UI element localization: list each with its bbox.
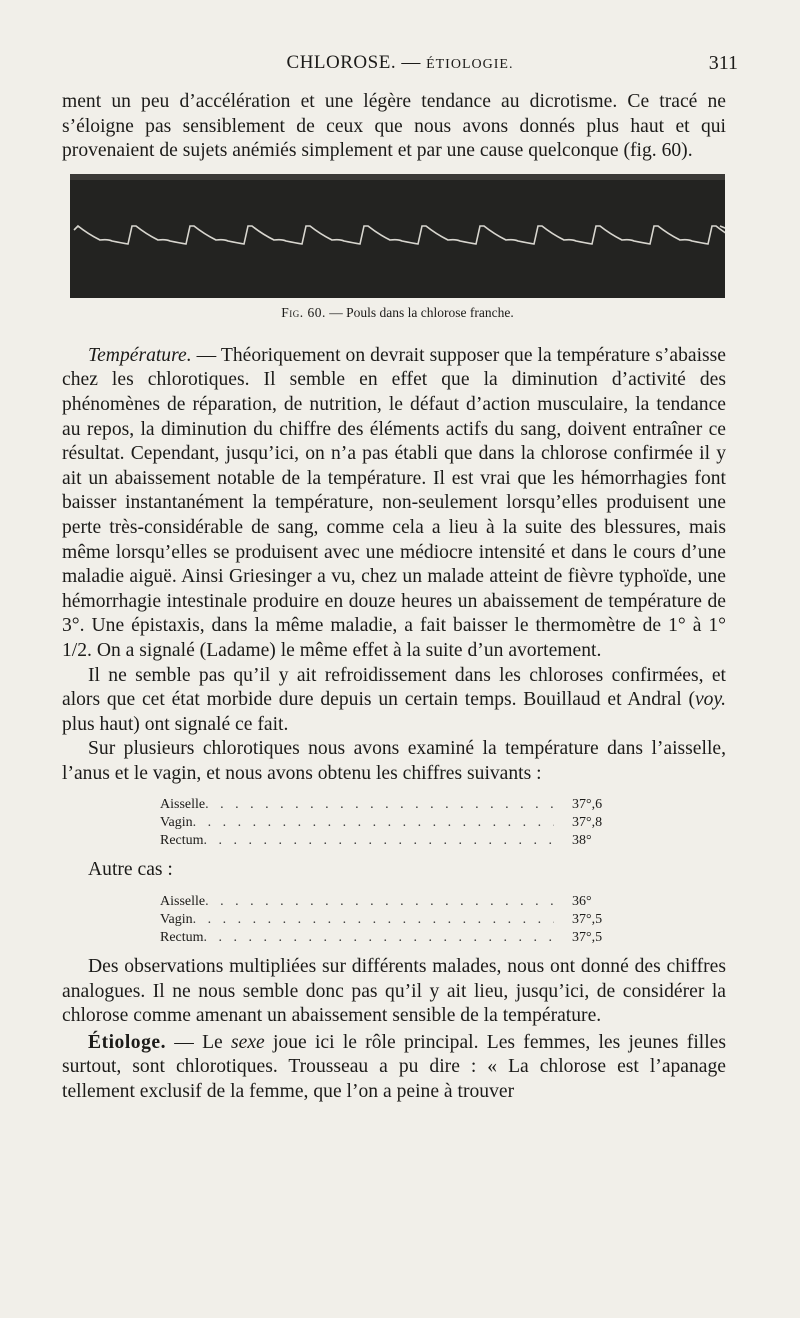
observations-paragraph: Des observations multipliées sur différents malades, nous ont donné des chiffres analogues. Il ne nous semble donc pas qu’il y ait lieu, jusqu’ici, de considérer la chlorose comme amenant un abaissement sensible de la température.	[62, 956, 726, 1027]
row-label: Aisselle	[160, 894, 206, 910]
temperature-table-1	[62, 796, 726, 850]
refroid-before: Il ne semble pas qu’il y ait refroidissement dans les chloroses confirmées, et alors que cet état morbide dure depuis un certain temps. Bouillaud et Andral (	[62, 664, 726, 711]
page-number: 311	[708, 52, 738, 74]
pulse-tracing-image	[70, 174, 725, 298]
temperature-table-2	[62, 893, 726, 947]
row-value: 36°	[572, 894, 592, 910]
figure-caption-text: — Pouls dans la chlorose franche.	[329, 304, 514, 320]
table-row	[62, 929, 630, 947]
tracing-top-band	[70, 174, 725, 180]
temperature-paragraph	[62, 344, 726, 664]
spacer	[62, 322, 726, 344]
running-separator: —	[401, 52, 421, 73]
refroidissement-paragraph	[62, 664, 726, 738]
row-leader	[204, 929, 554, 947]
refroid-voy: voy.	[694, 689, 726, 711]
intro-paragraph: ment un peu d’accélération et une légère tendance au dicrotisme. Ce tracé ne s’éloigne pas sensiblement de ceux que nous avons donnés plus haut et qui provenaient de sujets anémiés simplement et par une cause quelconque (fig. 60).	[62, 91, 726, 162]
autre-cas-label: Autre cas :	[88, 859, 173, 881]
row-label: Rectum	[160, 930, 204, 946]
etiologie-paragraph	[62, 1031, 726, 1105]
temperature-heading: Température.	[88, 344, 192, 366]
row-label: Vagin	[160, 815, 193, 831]
temperature-text: — Théoriquement on devrait supposer que la température s’abaisse chez les chlorotiques. Il semble en effet que la diminution d’activité des phénomènes de réparation, de nutrition, le défaut d’action musculaire, la tendance au repos, la diminution du chiffre des éléments actifs du sang, doivent entraîner ce résultat. Cependant, jusqu’ici, on n’a pas établi que dans la chlorose confirmée il y ait un abaissement notable de la température. Il est vrai que les hémorrhagies font baisser instantanément la température, non-seulement lorsqu’elles produisent une perte très-considérable de sang, comme cela a lieu à la suite des blessures, mais même lorsqu’elles se produisent avec une médiocre intensité et dans le cours d’une maladie aiguë. Ainsi Griesinger a vu, chez un malade atteint de fièvre typhoïde, une hémorrhagie intestinale produire en douze heures un abaissement de température de 3°. Une épistaxis, dans la même maladie, a fait baisser le thermomètre de 1° à 1° 1/2. On a signalé (Ladame) le même effet à la suite d’un avortement.	[62, 344, 726, 661]
table-row	[62, 893, 630, 911]
etiologie-heading: Étiologe.	[88, 1031, 166, 1053]
row-leader	[193, 911, 554, 929]
row-label: Aisselle	[160, 797, 206, 813]
row-leader	[205, 893, 554, 911]
row-value: 37°,6	[572, 797, 603, 813]
row-value: 37°,8	[572, 815, 603, 831]
tracing-background	[70, 174, 725, 298]
etiologie-sexe: sexe	[231, 1031, 265, 1053]
page-body	[62, 90, 726, 1105]
row-label: Vagin	[160, 912, 193, 928]
row-value: 38°	[572, 833, 592, 849]
table-row	[62, 832, 630, 850]
row-label: Rectum	[160, 833, 204, 849]
row-leader	[193, 814, 554, 832]
row-value: 37°,5	[572, 912, 603, 928]
refroid-after: plus haut) ont signalé ce fait.	[62, 713, 289, 735]
etiologie-text-a: — Le	[165, 1031, 232, 1053]
row-value: 37°,5	[572, 930, 603, 946]
page-header	[62, 52, 738, 82]
table-row	[62, 796, 630, 814]
table-row	[62, 814, 630, 832]
table-row	[62, 911, 630, 929]
running-head	[62, 52, 738, 74]
running-title: CHLOROSE.	[286, 52, 397, 73]
row-leader	[204, 832, 554, 850]
figure-60	[70, 174, 725, 322]
plusieurs-paragraph: Sur plusieurs chlorotiques nous avons examiné la température dans l’aisselle, l’anus et le vagin, et nous avons obtenu les chiffres suivants :	[62, 738, 726, 784]
running-section: ÉTIOLOGIE.	[426, 57, 514, 72]
etiologie-text-b: joue ici le rôle principal. Les femmes, les jeunes filles surtout, sont chlorotiques. Trousseau a pu dire : « La chlorose est l’apanage tellement exclusif de la femme, que l’on a peine à trouver	[62, 1031, 726, 1103]
figure-label: Fig. 60.	[281, 304, 326, 320]
figure-caption	[70, 304, 725, 322]
row-leader	[205, 796, 554, 814]
